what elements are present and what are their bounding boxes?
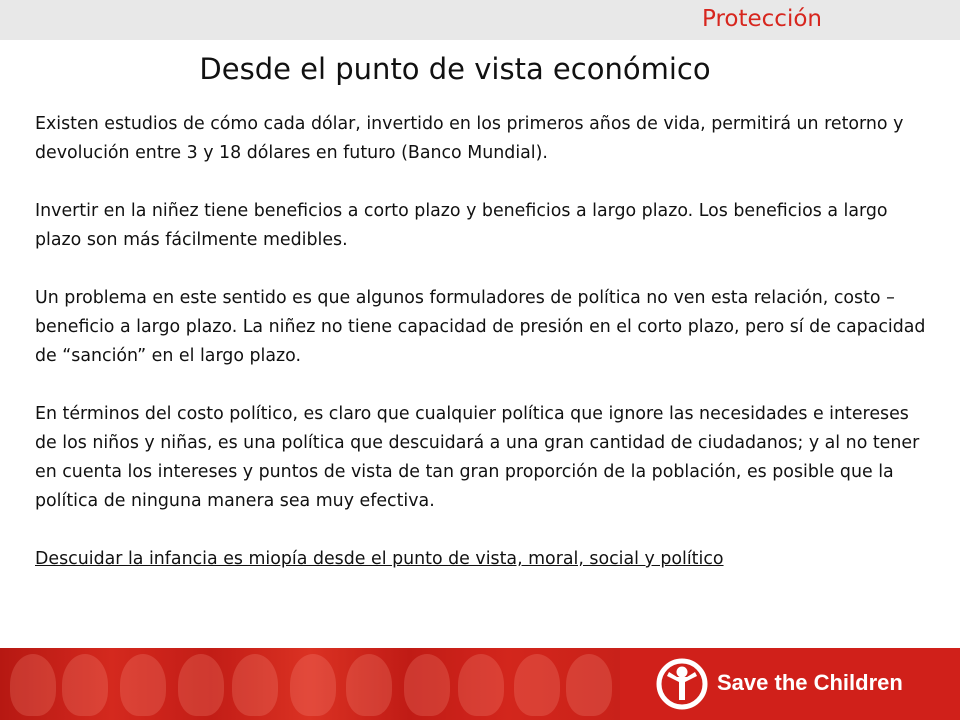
brand-name: Save the Children [717, 670, 903, 695]
child-photo [458, 654, 504, 716]
child-photo [404, 654, 450, 716]
child-photo [120, 654, 166, 716]
slide-body [35, 110, 935, 574]
child-photo [232, 654, 278, 716]
child-photo [346, 654, 392, 716]
save-the-children-child-icon [655, 656, 711, 712]
paragraph: Un problema en este sentido es que algunos formuladores de política no ven esta relación, costo – beneficio a largo plazo. La niñez no tiene capacidad de presión en el corto plazo, pero sí de capacidad de “sanción” en el largo plazo. [35, 288, 926, 366]
child-photo [178, 654, 224, 716]
header-band [0, 0, 960, 40]
child-photo [10, 654, 56, 716]
child-photo [62, 654, 108, 716]
footer-band [0, 648, 960, 720]
conclusion-text: Descuidar la infancia es miopía desde el punto de vista, moral, social y político [35, 549, 724, 569]
section-title: Protección [702, 6, 822, 32]
children-photo-strip [0, 648, 620, 720]
child-photo [290, 654, 336, 716]
slide-title: Desde el punto de vista económico [199, 52, 711, 86]
save-the-children-logo [655, 656, 955, 712]
child-photo [514, 654, 560, 716]
paragraph: Invertir en la niñez tiene beneficios a corto plazo y beneficios a largo plazo. Los beneficios a largo plazo son más fácilmente medibles. [35, 201, 888, 250]
paragraph: En términos del costo político, es claro que cualquier política que ignore las necesidades e intereses de los niños y niñas, es una política que descuidará a una gran cantidad de ciudadanos; y al no tener en cuenta los intereses y puntos de vista de tan gran proporción de la población, es posible que la política de ninguna manera sea muy efectiva. [35, 404, 920, 511]
child-photo [566, 654, 612, 716]
paragraph: Existen estudios de cómo cada dólar, invertido en los primeros años de vida, permitirá un retorno y devolución entre 3 y 18 dólares en futuro (Banco Mundial). [35, 114, 904, 163]
